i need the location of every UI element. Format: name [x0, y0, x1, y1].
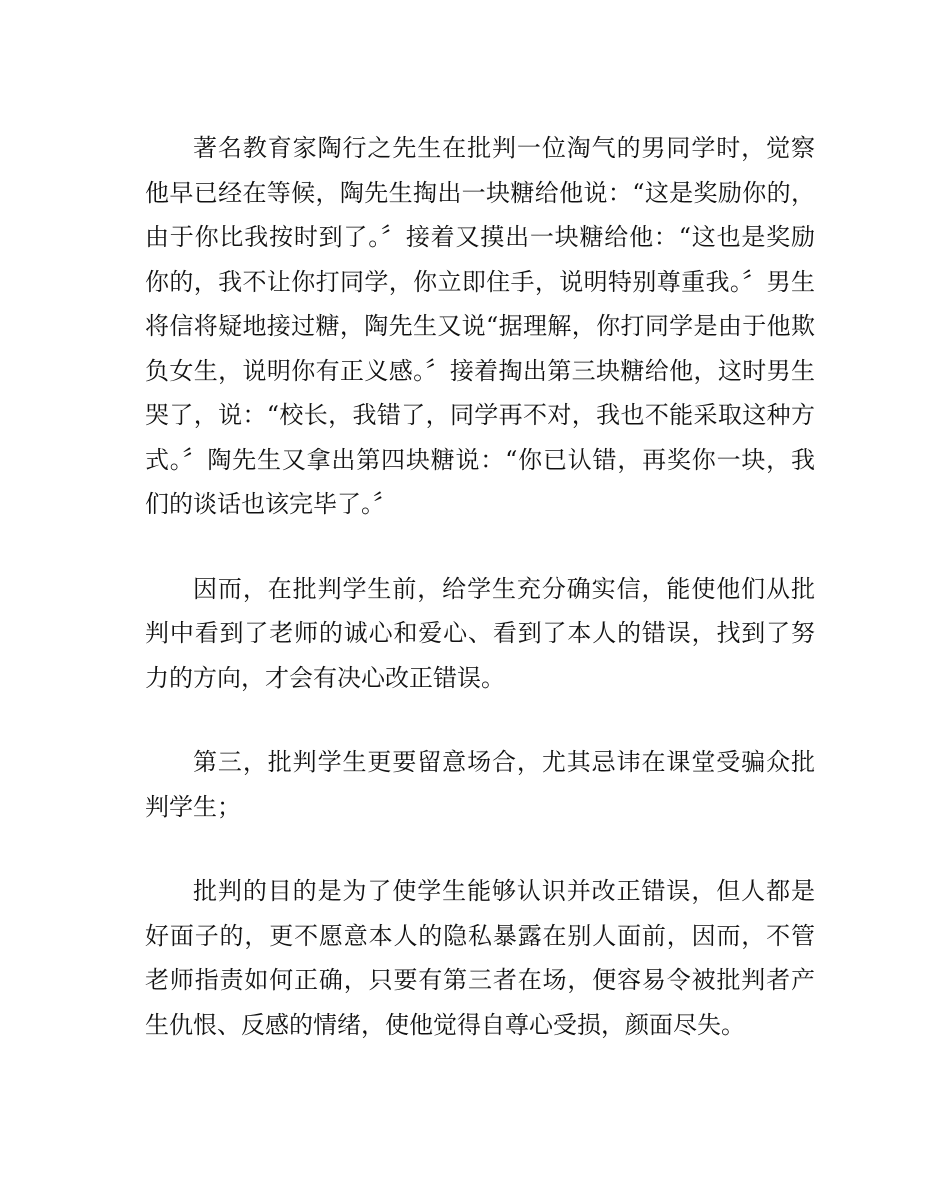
paragraph-gap: [145, 829, 815, 869]
paragraph-gap: [145, 527, 815, 567]
paragraph-gap: [145, 700, 815, 740]
paragraph-third-point: 第三，批判学生更要留意场合，尤其忌讳在课堂受骗众批判学生；: [145, 748, 815, 821]
paragraph-tao-xingzhi-story: 著名教育家陶行之先生在批判一位淘气的男同学时，觉察他早已经在等候，陶先生掏出一块糖给他说：“这是奖励你的，由于你比我按时到了。〞接着又摸出一块糖给他：“这也是奖励你的，我不让你打同学，你立即住手，说明特别尊重我。〞男生将信将疑地接过糖，陶先生又说“据理解，你打同学是由于他欺负女生，说明你有正义感。〞接着掏出第三块糖给他，这时男生哭了，说：“校长，我错了，同学再不对，我也不能采取这种方式。〞陶先生又拿出第四块糖说：“你已认错，再奖你一块，我们的谈话也该完毕了。〞: [145, 134, 815, 518]
paragraph-trust-before-criticism: 因而，在批判学生前，给学生充分确实信，能使他们从批判中看到了老师的诚心和爱心、看到了本人的错误，找到了努力的方向，才会有决心改正错误。: [145, 574, 815, 692]
paragraph-purpose-of-criticism: 批判的目的是为了使学生能够认识并改正错误，但人都是好面子的，更不愿意本人的隐私暴露在别人面前，因而，不管老师指责如何正确，只要有第三者在场，便容易令被批判者产生仇恨、反感的情绪，使他觉得自尊心受损，颜面尽失。: [145, 877, 815, 1039]
document-body: [145, 126, 815, 1047]
